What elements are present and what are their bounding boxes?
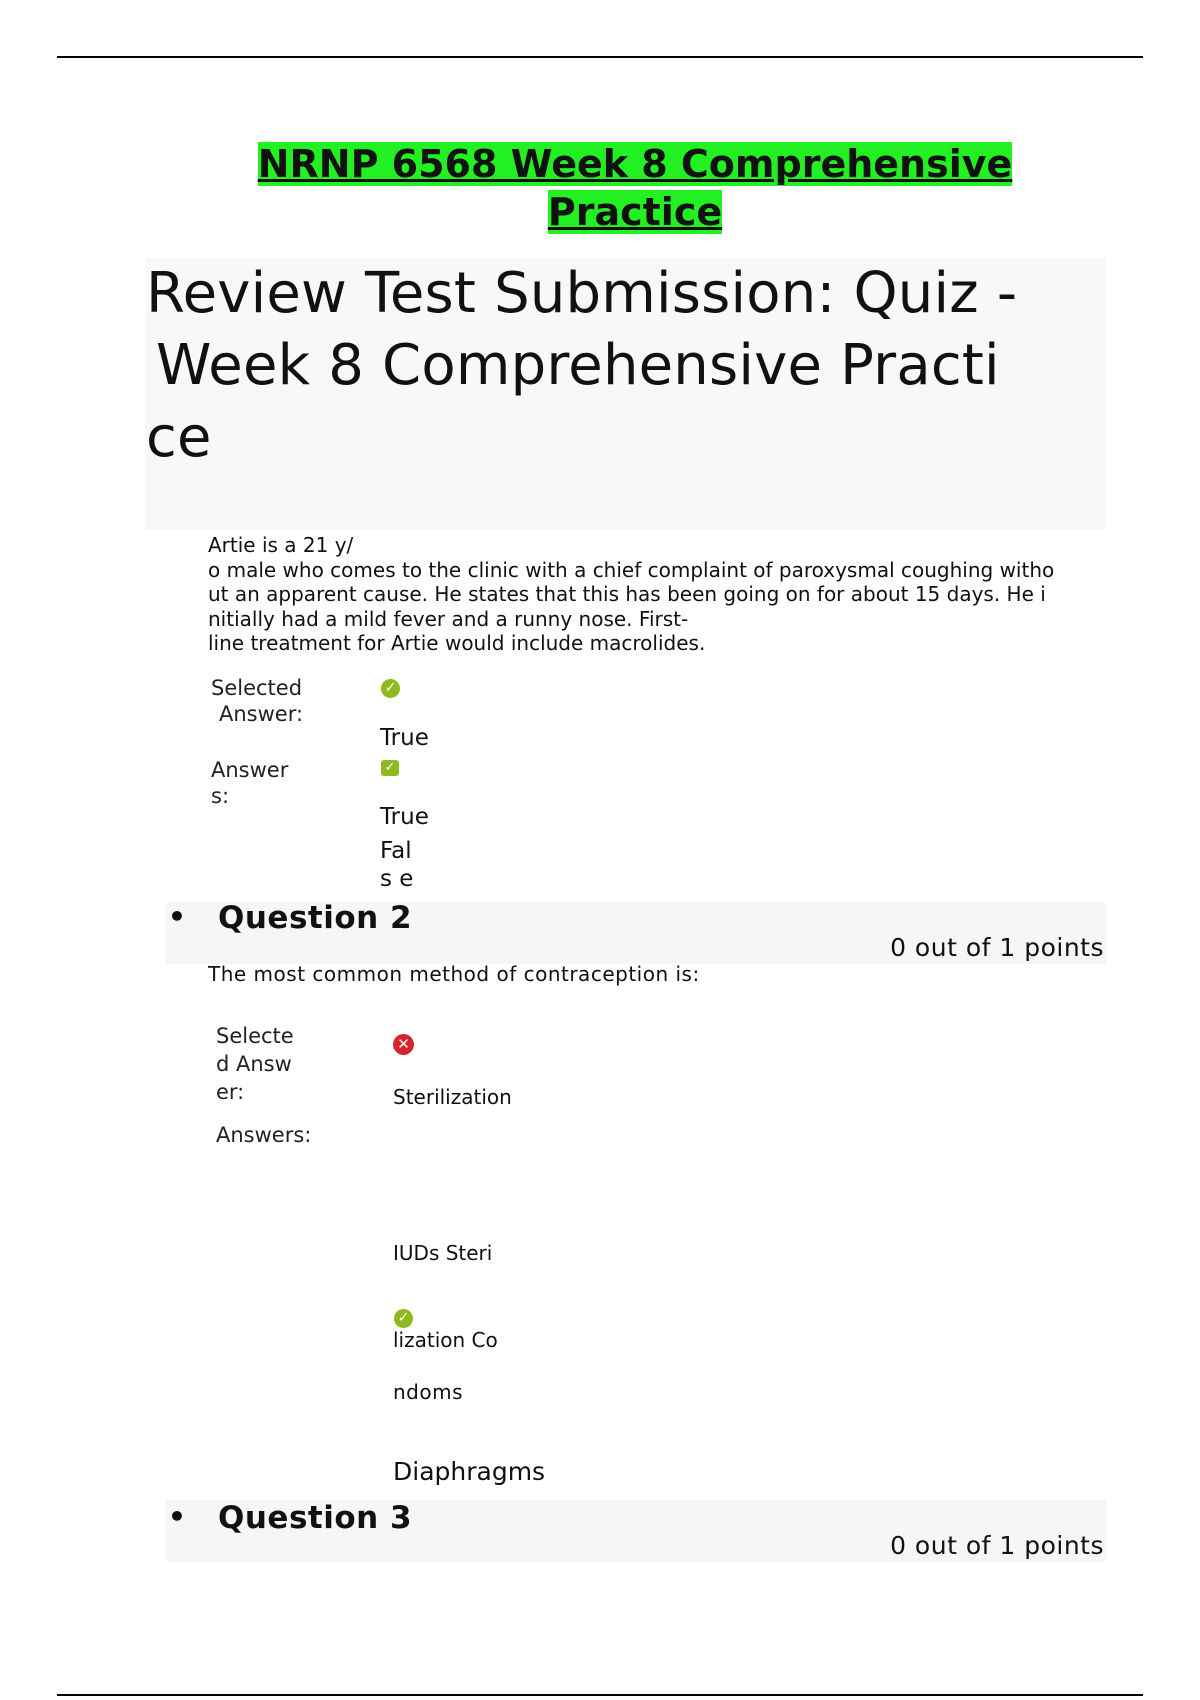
q1-selected-answer-label <box>211 675 303 727</box>
page-heading-line2: Week 8 Comprehensive Practi <box>156 333 1000 398</box>
question1-text-line: Artie is a 21 y/ <box>208 533 354 557</box>
q2-answer-option: IUDs Steri <box>393 1241 493 1265</box>
label-line: s: <box>211 784 230 808</box>
question1-text-line: ut an apparent cause. He states that this has been going on for about 15 days. He i <box>208 582 1046 606</box>
q2-answer-option: Diaphragms <box>393 1457 546 1486</box>
top-rule <box>57 56 1143 58</box>
question3-bullet: • <box>168 1500 186 1533</box>
label-line: Answer: <box>219 702 304 726</box>
answer-line: s e <box>380 866 414 892</box>
question1-text-line: line treatment for Artie would include macrolides. <box>208 631 706 655</box>
q2-answer-option: ndoms <box>393 1380 464 1404</box>
question1-text-line: o male who comes to the clinic with a chief complaint of paroxysmal coughing witho <box>208 557 1055 582</box>
document-title <box>140 140 1130 236</box>
document-title-line2: Practice <box>547 190 723 234</box>
label-line: er: <box>216 1080 245 1104</box>
question3-title: Question 3 <box>218 1500 413 1536</box>
q2-selected-answer-label <box>216 1022 294 1106</box>
question2-points: 0 out of 1 points <box>890 933 1104 962</box>
bottom-rule <box>57 1694 1143 1696</box>
page-heading <box>146 258 1096 474</box>
document-title-line1: NRNP 6568 Week 8 Comprehensive <box>257 142 1013 186</box>
q2-answer-option: lization Co <box>393 1328 498 1352</box>
label-line: Answer <box>211 758 289 782</box>
q2-selected-answer-value: Sterilization <box>393 1085 512 1109</box>
q1-answers-label <box>211 757 288 809</box>
question2-bullet: • <box>168 900 186 933</box>
page-heading-line3: ce <box>146 405 212 470</box>
check-circle-icon: ✓ <box>394 1309 413 1328</box>
q1-selected-answer-value: True <box>380 725 429 751</box>
q2-answers-label: Answers: <box>216 1123 312 1147</box>
question1-text <box>208 533 1113 656</box>
page-heading-line1: Review Test Submission: Quiz - <box>146 261 1018 326</box>
question2-title: Question 2 <box>218 900 413 936</box>
label-line: Selected <box>211 676 303 700</box>
check-square-icon: ✓ <box>381 760 399 776</box>
check-circle-icon: ✓ <box>381 679 400 698</box>
question1-text-line: nitially had a mild fever and a runny nose. First- <box>208 606 689 631</box>
q1-answer-option-true: True <box>380 804 429 830</box>
label-line: d Answ <box>216 1052 292 1076</box>
x-circle-icon: ✕ <box>393 1034 414 1055</box>
answer-line: Fal <box>380 838 412 864</box>
q1-answer-option-false <box>380 837 413 893</box>
label-line: Selecte <box>216 1024 294 1048</box>
question3-points: 0 out of 1 points <box>890 1531 1104 1560</box>
question2-text: The most common method of contraception is: <box>208 962 700 986</box>
